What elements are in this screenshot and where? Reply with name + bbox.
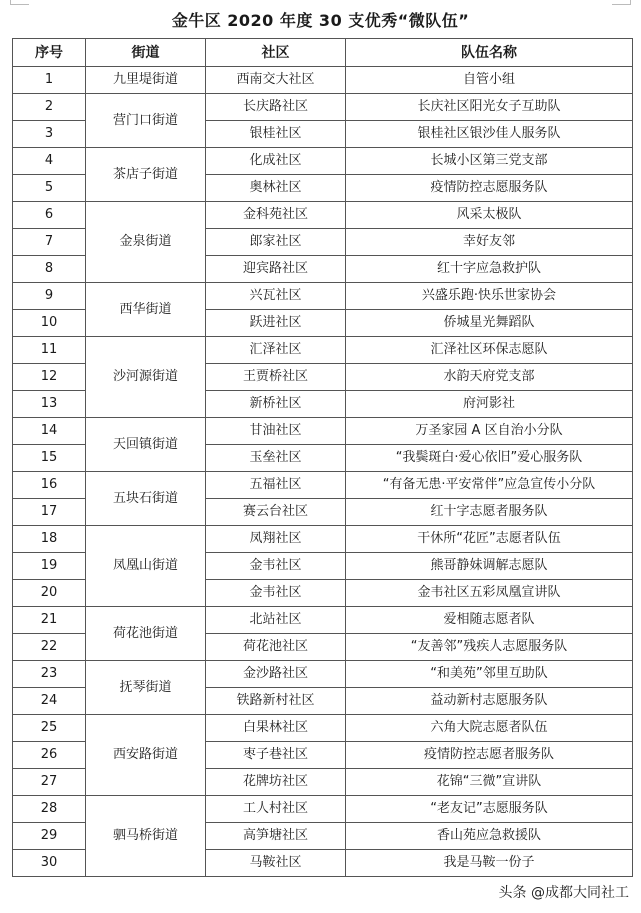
- row-number: 2: [13, 94, 86, 121]
- row-number: 26: [13, 742, 86, 769]
- team-name-cell: 府河影社: [346, 391, 633, 418]
- table-row: [13, 796, 633, 823]
- community-cell: 奥林社区: [206, 175, 346, 202]
- team-name-cell: 花锦“三微”宣讲队: [346, 769, 633, 796]
- team-name-cell: 红十字应急救护队: [346, 256, 633, 283]
- street-cell: 西安路街道: [86, 715, 206, 796]
- team-name-cell: “我鬓斑白·爱心依旧”爱心服务队: [346, 445, 633, 472]
- street-cell: 荷花池街道: [86, 607, 206, 661]
- community-cell: 迎宾路社区: [206, 256, 346, 283]
- team-name-cell: 兴盛乐跑·快乐世家协会: [346, 283, 633, 310]
- table-row: [13, 94, 633, 121]
- community-cell: 金韦社区: [206, 553, 346, 580]
- watermark: 头条 @成都大同社工: [498, 885, 629, 901]
- community-cell: 工人村社区: [206, 796, 346, 823]
- community-cell: 新桥社区: [206, 391, 346, 418]
- community-cell: 兴瓦社区: [206, 283, 346, 310]
- table-row: [13, 148, 633, 175]
- table-row: [13, 67, 633, 94]
- community-cell: 金韦社区: [206, 580, 346, 607]
- row-number: 9: [13, 283, 86, 310]
- table-row: [13, 526, 633, 553]
- community-cell: 化成社区: [206, 148, 346, 175]
- team-name-cell: 益动新村志愿服务队: [346, 688, 633, 715]
- table-body: [13, 67, 633, 877]
- page-corner-mark: [612, 0, 631, 5]
- street-cell: 天回镇街道: [86, 418, 206, 472]
- community-cell: 白果林社区: [206, 715, 346, 742]
- team-name-cell: 疫情防控志愿者服务队: [346, 742, 633, 769]
- community-cell: 长庆路社区: [206, 94, 346, 121]
- header-number: 序号: [13, 39, 86, 67]
- street-cell: 九里堤街道: [86, 67, 206, 94]
- table-row: [13, 337, 633, 364]
- team-name-cell: “和美苑”邻里互助队: [346, 661, 633, 688]
- community-cell: 凤翔社区: [206, 526, 346, 553]
- header-community: 社区: [206, 39, 346, 67]
- team-name-cell: 汇泽社区环保志愿队: [346, 337, 633, 364]
- row-number: 29: [13, 823, 86, 850]
- community-cell: 北站社区: [206, 607, 346, 634]
- community-cell: 王贾桥社区: [206, 364, 346, 391]
- team-name-cell: 香山苑应急救援队: [346, 823, 633, 850]
- row-number: 1: [13, 67, 86, 94]
- team-name-cell: 幸好友邻: [346, 229, 633, 256]
- team-name-cell: 我是马鞍一份子: [346, 850, 633, 877]
- community-cell: 赛云台社区: [206, 499, 346, 526]
- street-cell: 金泉街道: [86, 202, 206, 283]
- team-name-cell: 长庆社区阳光女子互助队: [346, 94, 633, 121]
- team-name-cell: “老友记”志愿服务队: [346, 796, 633, 823]
- row-number: 17: [13, 499, 86, 526]
- table-row: [13, 202, 633, 229]
- community-cell: 金沙路社区: [206, 661, 346, 688]
- page-corner-mark: [10, 0, 29, 5]
- team-name-cell: “友善邻”残疾人志愿服务队: [346, 634, 633, 661]
- table-header-row: [13, 39, 633, 67]
- teams-table: [12, 38, 633, 877]
- community-cell: 汇泽社区: [206, 337, 346, 364]
- row-number: 27: [13, 769, 86, 796]
- row-number: 19: [13, 553, 86, 580]
- community-cell: 西南交大社区: [206, 67, 346, 94]
- row-number: 13: [13, 391, 86, 418]
- team-name-cell: 红十字志愿者服务队: [346, 499, 633, 526]
- table-row: [13, 283, 633, 310]
- document-title: 金牛区 2020 年度 30 支优秀“微队伍”: [171, 11, 470, 30]
- row-number: 7: [13, 229, 86, 256]
- row-number: 16: [13, 472, 86, 499]
- row-number: 8: [13, 256, 86, 283]
- row-number: 21: [13, 607, 86, 634]
- row-number: 11: [13, 337, 86, 364]
- table-row: [13, 715, 633, 742]
- team-name-cell: 金韦社区五彩凤凰宣讲队: [346, 580, 633, 607]
- street-cell: 凤凰山街道: [86, 526, 206, 607]
- team-name-cell: 风采太极队: [346, 202, 633, 229]
- community-cell: 高笋塘社区: [206, 823, 346, 850]
- community-cell: 花牌坊社区: [206, 769, 346, 796]
- team-name-cell: 六角大院志愿者队伍: [346, 715, 633, 742]
- table-row: [13, 472, 633, 499]
- community-cell: 金科苑社区: [206, 202, 346, 229]
- community-cell: 荷花池社区: [206, 634, 346, 661]
- row-number: 12: [13, 364, 86, 391]
- community-cell: 郎家社区: [206, 229, 346, 256]
- team-name-cell: 熊哥静妹调解志愿队: [346, 553, 633, 580]
- row-number: 18: [13, 526, 86, 553]
- header-street: 街道: [86, 39, 206, 67]
- row-number: 22: [13, 634, 86, 661]
- community-cell: 甘油社区: [206, 418, 346, 445]
- street-cell: 营门口街道: [86, 94, 206, 148]
- row-number: 28: [13, 796, 86, 823]
- street-cell: 茶店子街道: [86, 148, 206, 202]
- community-cell: 银桂社区: [206, 121, 346, 148]
- row-number: 30: [13, 850, 86, 877]
- team-name-cell: 万圣家园 A 区自治小分队: [346, 418, 633, 445]
- table-row: [13, 418, 633, 445]
- row-number: 15: [13, 445, 86, 472]
- community-cell: 枣子巷社区: [206, 742, 346, 769]
- team-name-cell: 银桂社区银沙佳人服务队: [346, 121, 633, 148]
- row-number: 25: [13, 715, 86, 742]
- row-number: 24: [13, 688, 86, 715]
- header-team-name: 队伍名称: [346, 39, 633, 67]
- team-name-cell: “有备无患·平安常伴”应急宣传小分队: [346, 472, 633, 499]
- row-number: 5: [13, 175, 86, 202]
- row-number: 20: [13, 580, 86, 607]
- team-name-cell: 疫情防控志愿服务队: [346, 175, 633, 202]
- community-cell: 跃进社区: [206, 310, 346, 337]
- team-name-cell: 爱相随志愿者队: [346, 607, 633, 634]
- team-name-cell: 侨城星光舞蹈队: [346, 310, 633, 337]
- team-name-cell: 自管小组: [346, 67, 633, 94]
- community-cell: 铁路新村社区: [206, 688, 346, 715]
- street-cell: 驷马桥街道: [86, 796, 206, 877]
- street-cell: 五块石街道: [86, 472, 206, 526]
- table-row: [13, 661, 633, 688]
- community-cell: 玉垒社区: [206, 445, 346, 472]
- row-number: 23: [13, 661, 86, 688]
- table-row: [13, 607, 633, 634]
- row-number: 3: [13, 121, 86, 148]
- street-cell: 沙河源街道: [86, 337, 206, 418]
- street-cell: 抚琴街道: [86, 661, 206, 715]
- row-number: 10: [13, 310, 86, 337]
- community-cell: 五福社区: [206, 472, 346, 499]
- row-number: 4: [13, 148, 86, 175]
- team-name-cell: 长城小区第三党支部: [346, 148, 633, 175]
- team-name-cell: 干休所“花匠”志愿者队伍: [346, 526, 633, 553]
- row-number: 6: [13, 202, 86, 229]
- community-cell: 马鞍社区: [206, 850, 346, 877]
- team-name-cell: 水韵天府党支部: [346, 364, 633, 391]
- row-number: 14: [13, 418, 86, 445]
- street-cell: 西华街道: [86, 283, 206, 337]
